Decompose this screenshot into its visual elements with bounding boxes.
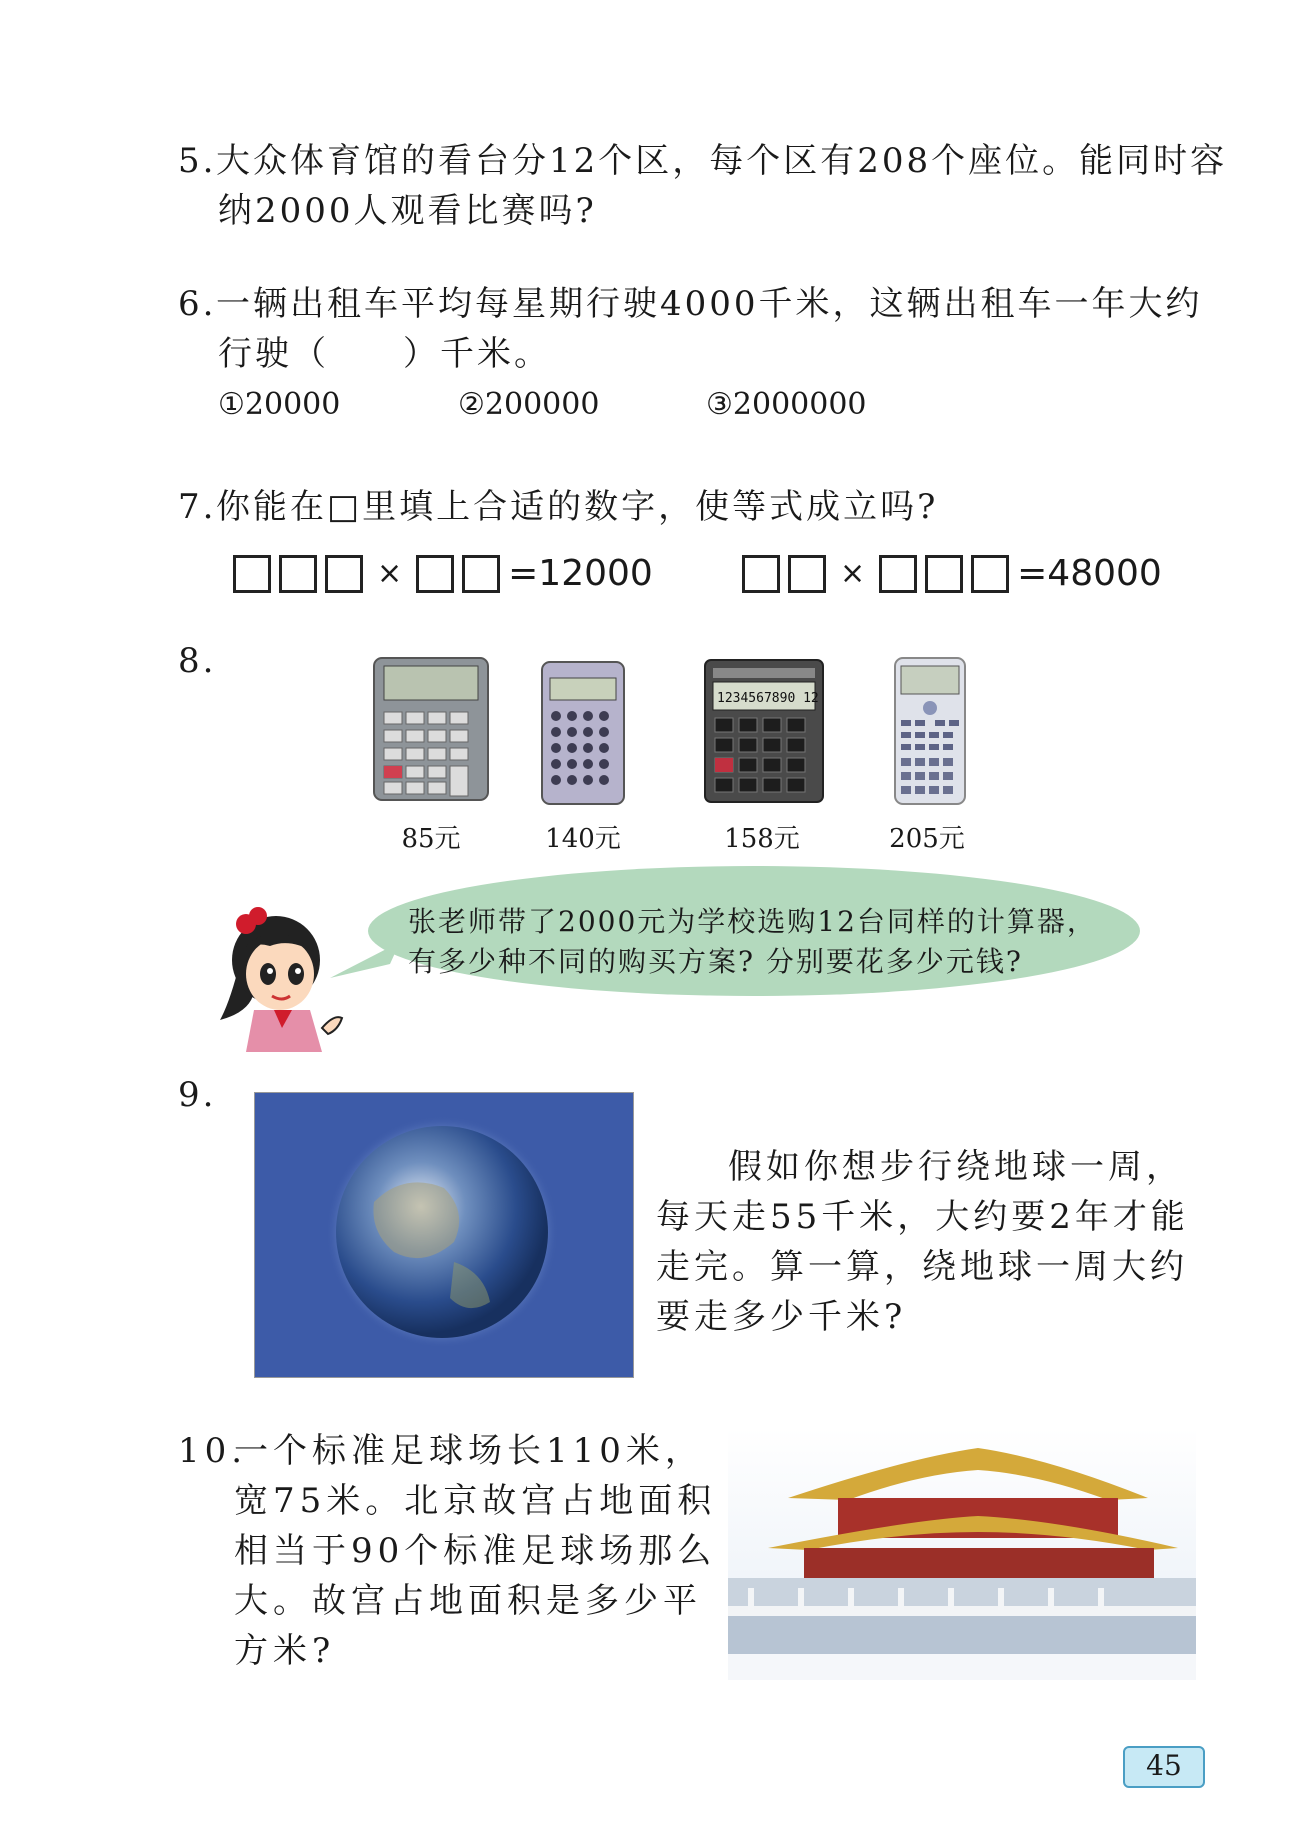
question-6-options [218,387,918,427]
option-3[interactable]: ③2000000 [706,387,867,422]
blank-box[interactable] [416,555,454,593]
page-number: 45 [1123,1746,1205,1788]
question-8-number: 8. [178,641,217,681]
question-6-line-1: 一辆出租车平均每星期行驶4000千米，这辆出租车一年大约 [216,284,1203,324]
question-number: 10. [178,1431,248,1471]
blank-box[interactable] [233,555,271,593]
blank-box[interactable] [879,555,917,593]
price-label: 85元 [401,824,461,854]
question-6 [178,279,1203,379]
question-10-line-3: 相当于90个标准足球场那么 [234,1531,717,1571]
equation-2-result: =48000 [1017,553,1162,594]
times-sign: × [840,556,866,591]
question-10-line-4: 大。故宫占地面积是多少平 [234,1581,702,1621]
speech-bubble-tail [330,942,400,982]
blank-box[interactable] [325,555,363,593]
earth-image [254,1092,634,1378]
blank-box[interactable] [925,555,963,593]
question-9-line-2: 每天走55千米，大约要2年才能 [656,1197,1189,1237]
price-label: 140元 [545,824,621,854]
times-sign: × [377,556,403,591]
speech-line-2: 有多少种不同的购买方案? 分别要花多少元钱? [408,945,1023,978]
blank-box[interactable] [971,555,1009,593]
question-7-prompt: 你能在□里填上合适的数字，使等式成立吗? [216,487,939,527]
question-9-line-3: 走完。算一算，绕地球一周大约 [656,1247,1188,1287]
calculator-2-image [540,660,626,806]
blank-box[interactable] [742,555,780,593]
question-number: 6. [178,284,217,324]
question-7 [178,482,938,532]
equation-2 [742,553,1162,594]
forbidden-city-image [728,1428,1196,1680]
question-number: 5. [178,141,217,181]
question-number: 7. [178,487,217,527]
speech-line-1: 张老师带了2000元为学校选购12台同样的计算器， [408,905,1097,938]
question-5-line-2: 纳2000人观看比赛吗? [218,191,597,231]
option-1[interactable]: ①20000 [218,387,341,422]
question-10 [178,1426,716,1676]
question-10-line-2: 宽75米。北京故宫占地面积 [234,1481,717,1521]
blank-box[interactable] [788,555,826,593]
question-10-line-5: 方米? [234,1631,336,1671]
equation-1 [233,553,653,594]
question-9-line-1: 假如你想步行绕地球一周， [728,1147,1184,1187]
calculator-display-text: 1234567890 12 [717,691,819,706]
blank-box[interactable] [279,555,317,593]
blank-box[interactable] [462,555,500,593]
speech-bubble-text [408,902,1097,982]
question-10-line-1: 一个标准足球场长110米， [234,1431,704,1471]
price-label: 205元 [889,824,965,854]
option-2[interactable]: ②200000 [458,387,600,422]
question-5-line-1: 大众体育馆的看台分12个区，每个区有208个座位。能同时容 [216,141,1228,181]
calculator-1-image [372,656,492,804]
calculator-4-image [893,656,967,806]
equation-1-result: =12000 [508,553,653,594]
question-9-line-4: 要走多少千米? [656,1297,907,1337]
question-9-number: 9. [178,1075,217,1115]
price-label: 158元 [724,824,800,854]
calculator-3-image [703,658,825,804]
question-5 [178,136,1227,236]
question-6-line-2: 行驶（ ）千米。 [218,334,551,374]
question-9-text [656,1142,1189,1342]
